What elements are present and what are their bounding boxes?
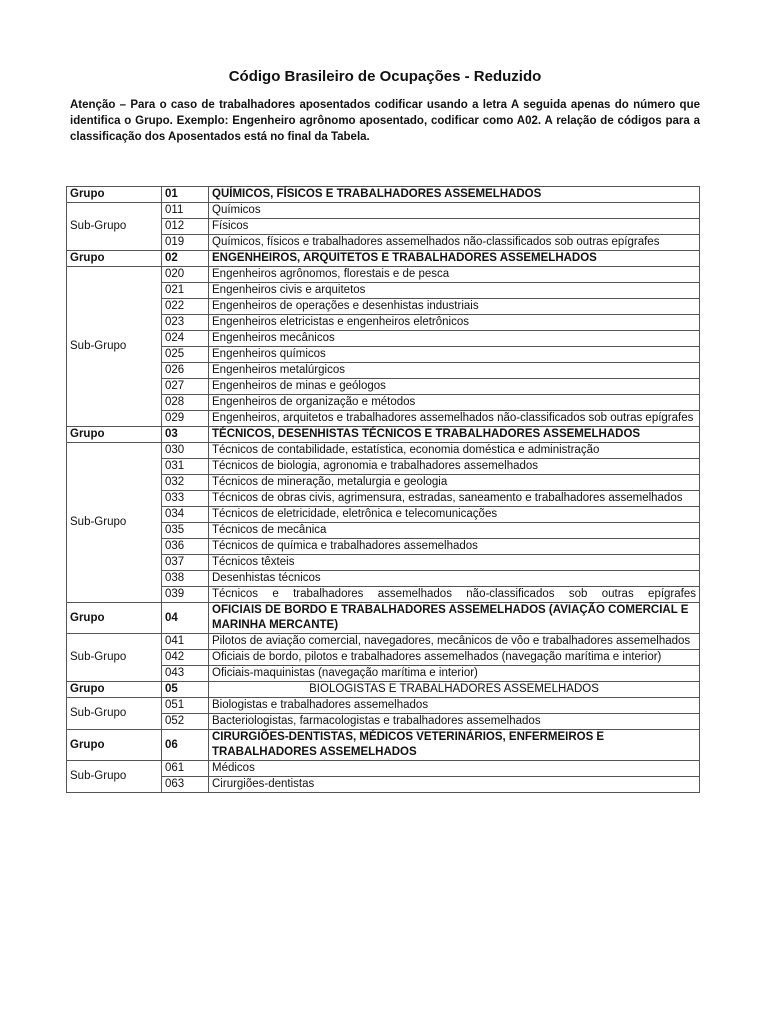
subgroup-description: Engenheiros civis e arquitetos — [209, 283, 700, 299]
group-code: 06 — [162, 730, 209, 761]
subgroup-description: Engenheiros metalúrgicos — [209, 363, 700, 379]
subgroup-description: Físicos — [209, 219, 700, 235]
subgroup-description: Técnicos de mecânica — [209, 523, 700, 539]
subgroup-description: Engenheiros mecânicos — [209, 331, 700, 347]
subgroup-description: Técnicos de eletricidade, eletrônica e telecomunicações — [209, 507, 700, 523]
group-row — [67, 427, 700, 443]
group-label: Grupo — [67, 187, 162, 203]
subgroup-code: 037 — [162, 555, 209, 571]
group-label: Grupo — [67, 730, 162, 761]
subgroup-description: Engenheiros eletricistas e engenheiros eletrônicos — [209, 315, 700, 331]
subgroup-row — [67, 203, 700, 219]
subgroup-code: 023 — [162, 315, 209, 331]
group-code: 02 — [162, 251, 209, 267]
subgroup-row — [67, 379, 700, 395]
subgroup-row — [67, 491, 700, 507]
subgroup-code: 036 — [162, 539, 209, 555]
subgroup-code: 029 — [162, 411, 209, 427]
subgroup-description: Cirurgiões-dentistas — [209, 777, 700, 793]
subgroup-code: 022 — [162, 299, 209, 315]
subgroup-row — [67, 777, 700, 793]
group-code: 03 — [162, 427, 209, 443]
subgroup-code: 021 — [162, 283, 209, 299]
subgroup-description: Engenheiros de organização e métodos — [209, 395, 700, 411]
subgroup-row — [67, 587, 700, 603]
subgroup-row — [67, 411, 700, 427]
subgroup-code: 031 — [162, 459, 209, 475]
subgroup-description: Técnicos de contabilidade, estatística, economia doméstica e administração — [209, 443, 700, 459]
subgroup-description: Técnicos e trabalhadores assemelhados não-classificados sob outras epígrafes — [209, 587, 700, 603]
subgroup-row — [67, 761, 700, 777]
subgroup-row — [67, 299, 700, 315]
subgroup-description: Engenheiros, arquitetos e trabalhadores assemelhados não-classificados sob outras epígrafes — [209, 411, 700, 427]
subgroup-code: 028 — [162, 395, 209, 411]
group-label: Grupo — [67, 682, 162, 698]
subgroup-code: 011 — [162, 203, 209, 219]
subgroup-label: Sub-Grupo — [67, 698, 162, 730]
subgroup-description: Técnicos de obras civis, agrimensura, estradas, saneamento e trabalhadores assemelhados — [209, 491, 700, 507]
subgroup-description: Engenheiros químicos — [209, 347, 700, 363]
subgroup-description: Biologistas e trabalhadores assemelhados — [209, 698, 700, 714]
group-title: ENGENHEIROS, ARQUITETOS E TRABALHADORES ASSEMELHADOS — [209, 251, 700, 267]
subgroup-label: Sub-Grupo — [67, 761, 162, 793]
subgroup-code: 025 — [162, 347, 209, 363]
subgroup-description: Engenheiros de operações e desenhistas industriais — [209, 299, 700, 315]
subgroup-row — [67, 507, 700, 523]
group-row — [67, 187, 700, 203]
group-title: BIOLOGISTAS E TRABALHADORES ASSEMELHADOS — [209, 682, 700, 698]
subgroup-row — [67, 523, 700, 539]
subgroup-label: Sub-Grupo — [67, 267, 162, 427]
subgroup-row — [67, 555, 700, 571]
attention-note: Atenção – Para o caso de trabalhadores aposentados codificar usando a letra A seguida apenas do número que identifica o Grupo. Exemplo: Engenheiro agrônomo aposentado, codificar como A02. A relação de códigos para a classificação dos Aposentados está no final da Tabela. — [70, 99, 700, 143]
subgroup-description: Técnicos de biologia, agronomia e trabalhadores assemelhados — [209, 459, 700, 475]
group-code: 01 — [162, 187, 209, 203]
subgroup-row — [67, 395, 700, 411]
subgroup-label: Sub-Grupo — [67, 443, 162, 603]
subgroup-label: Sub-Grupo — [67, 634, 162, 682]
subgroup-row — [67, 539, 700, 555]
subgroup-code: 052 — [162, 714, 209, 730]
subgroup-code: 039 — [162, 587, 209, 603]
subgroup-row — [67, 650, 700, 666]
group-label: Grupo — [67, 603, 162, 634]
subgroup-description: Engenheiros agrônomos, florestais e de pesca — [209, 267, 700, 283]
subgroup-description: Oficiais-maquinistas (navegação marítima e interior) — [209, 666, 700, 682]
subgroup-row — [67, 714, 700, 730]
subgroup-row — [67, 331, 700, 347]
subgroup-code: 024 — [162, 331, 209, 347]
subgroup-row — [67, 698, 700, 714]
group-title: OFICIAIS DE BORDO E TRABALHADORES ASSEMELHADOS (AVIAÇÃO COMERCIAL E MARINHA MERCANTE) — [209, 603, 700, 634]
subgroup-description: Pilotos de aviação comercial, navegadores, mecânicos de vôo e trabalhadores assemelhados — [209, 634, 700, 650]
subgroup-description: Técnicos de química e trabalhadores assemelhados — [209, 539, 700, 555]
subgroup-description: Engenheiros de minas e geólogos — [209, 379, 700, 395]
subgroup-description: Técnicos têxteis — [209, 555, 700, 571]
subgroup-code: 042 — [162, 650, 209, 666]
subgroup-row — [67, 443, 700, 459]
group-row — [67, 603, 700, 634]
subgroup-code: 034 — [162, 507, 209, 523]
subgroup-description: Médicos — [209, 761, 700, 777]
subgroup-code: 041 — [162, 634, 209, 650]
subgroup-row — [67, 475, 700, 491]
group-label: Grupo — [67, 427, 162, 443]
subgroup-code: 020 — [162, 267, 209, 283]
subgroup-code: 035 — [162, 523, 209, 539]
subgroup-row — [67, 459, 700, 475]
subgroup-code: 012 — [162, 219, 209, 235]
subgroup-code: 051 — [162, 698, 209, 714]
occupation-code-table — [66, 186, 700, 793]
subgroup-code: 030 — [162, 443, 209, 459]
group-title: CIRURGIÕES-DENTISTAS, MÉDICOS VETERINÁRIOS, ENFERMEIROS E TRABALHADORES ASSEMELHADOS — [209, 730, 700, 761]
subgroup-code: 038 — [162, 571, 209, 587]
subgroup-code: 032 — [162, 475, 209, 491]
group-row — [67, 251, 700, 267]
subgroup-description: Químicos — [209, 203, 700, 219]
group-code: 04 — [162, 603, 209, 634]
subgroup-row — [67, 666, 700, 682]
subgroup-row — [67, 267, 700, 283]
subgroup-row — [67, 363, 700, 379]
subgroup-code: 033 — [162, 491, 209, 507]
subgroup-description: Bacteriologistas, farmacologistas e trabalhadores assemelhados — [209, 714, 700, 730]
subgroup-description: Técnicos de mineração, metalurgia e geologia — [209, 475, 700, 491]
subgroup-row — [67, 347, 700, 363]
subgroup-row — [67, 634, 700, 650]
subgroup-code: 027 — [162, 379, 209, 395]
group-row — [67, 730, 700, 761]
subgroup-label: Sub-Grupo — [67, 203, 162, 251]
subgroup-code: 061 — [162, 761, 209, 777]
group-title: QUÍMICOS, FÍSICOS E TRABALHADORES ASSEMELHADOS — [209, 187, 700, 203]
group-title: TÉCNICOS, DESENHISTAS TÉCNICOS E TRABALHADORES ASSEMELHADOS — [209, 427, 700, 443]
subgroup-row — [67, 571, 700, 587]
subgroup-row — [67, 235, 700, 251]
group-label: Grupo — [67, 251, 162, 267]
subgroup-row — [67, 283, 700, 299]
subgroup-description: Oficiais de bordo, pilotos e trabalhadores assemelhados (navegação marítima e interior) — [209, 650, 700, 666]
subgroup-code: 019 — [162, 235, 209, 251]
subgroup-code: 043 — [162, 666, 209, 682]
subgroup-row — [67, 219, 700, 235]
group-code: 05 — [162, 682, 209, 698]
subgroup-description: Desenhistas técnicos — [209, 571, 700, 587]
subgroup-code: 063 — [162, 777, 209, 793]
group-row — [67, 682, 700, 698]
subgroup-code: 026 — [162, 363, 209, 379]
page-title: Código Brasileiro de Ocupações - Reduzido — [228, 68, 542, 85]
subgroup-row — [67, 315, 700, 331]
subgroup-description: Químicos, físicos e trabalhadores assemelhados não-classificados sob outras epígrafes — [209, 235, 700, 251]
